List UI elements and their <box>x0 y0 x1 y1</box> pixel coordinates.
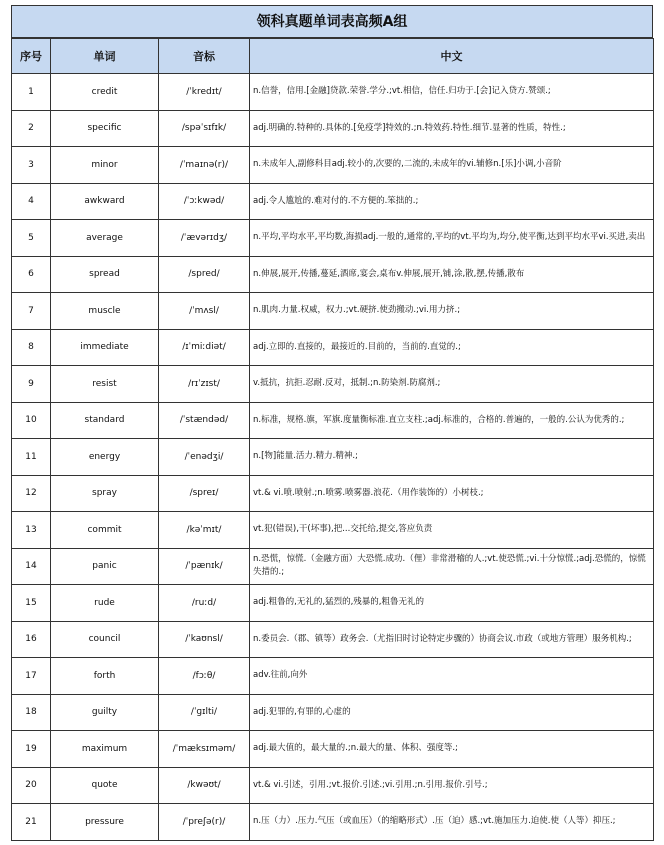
header-row <box>12 39 654 74</box>
table-row <box>12 731 654 768</box>
row-chinese: vt.& vi.引述，引用.;vt.报价.引述.;vi.引用.;n.引用.报价.引号.; <box>250 767 654 804</box>
row-phonetic: /ˈmʌsl/ <box>159 293 250 330</box>
row-number: 17 <box>12 658 51 695</box>
row-phonetic: /spred/ <box>159 256 250 293</box>
row-number: 14 <box>12 548 51 585</box>
row-chinese: adj.立即的.直接的，最接近的.目前的，当前的.直觉的.; <box>250 329 654 366</box>
row-word: spread <box>51 256 159 293</box>
row-word: muscle <box>51 293 159 330</box>
row-chinese: n.肌肉.力量.权威，权力.;vt.硬挤.使劲搬动.;vi.用力挤.; <box>250 293 654 330</box>
row-phonetic: /ˈpænɪk/ <box>159 548 250 585</box>
row-word: forth <box>51 658 159 695</box>
row-phonetic: /ruːd/ <box>159 585 250 622</box>
table-row <box>12 439 654 476</box>
row-chinese: adj.粗鲁的,无礼的,猛烈的,残暴的,粗鲁无礼的 <box>250 585 654 622</box>
row-phonetic: /spəˈsɪfɪk/ <box>159 110 250 147</box>
row-number: 3 <box>12 147 51 184</box>
row-phonetic: /ˈkaʊnsl/ <box>159 621 250 658</box>
row-word: immediate <box>51 329 159 366</box>
row-number: 16 <box>12 621 51 658</box>
table-row <box>12 147 654 184</box>
row-number: 15 <box>12 585 51 622</box>
sheet-title: 领科真题单词表高频A组 <box>11 5 653 38</box>
row-phonetic: /spreɪ/ <box>159 475 250 512</box>
row-phonetic: /ˈpreʃə(r)/ <box>159 804 250 841</box>
row-phonetic: /kəˈmɪt/ <box>159 512 250 549</box>
table-row <box>12 475 654 512</box>
row-word: resist <box>51 366 159 403</box>
table-row <box>12 585 654 622</box>
table-row <box>12 293 654 330</box>
row-chinese: adv.往前,向外 <box>250 658 654 695</box>
row-phonetic: /kwəʊt/ <box>159 767 250 804</box>
row-word: commit <box>51 512 159 549</box>
row-number: 6 <box>12 256 51 293</box>
table-row <box>12 694 654 731</box>
table-row <box>12 804 654 841</box>
header-chinese: 中文 <box>250 39 654 74</box>
row-chinese: adj.明确的.特种的.具体的.[免疫学]特效的.;n.特效药.特性.细节.显著的性质，特性.; <box>250 110 654 147</box>
table-row <box>12 621 654 658</box>
header-phonetic: 音标 <box>159 39 250 74</box>
row-chinese: n.未成年人,副修科目adj.较小的,次要的,二流的,未成年的vi.辅修n.[乐]小调,小音阶 <box>250 147 654 184</box>
row-number: 2 <box>12 110 51 147</box>
row-chinese: n.[物]能量.活力.精力.精神.; <box>250 439 654 476</box>
row-chinese: n.伸展,展开,传播,蔓延,酒席,宴会,桌布v.伸展,展开,铺,涂,散,摆,传播,散布 <box>250 256 654 293</box>
row-number: 7 <box>12 293 51 330</box>
row-number: 20 <box>12 767 51 804</box>
table-row <box>12 183 654 220</box>
table-row <box>12 110 654 147</box>
row-chinese: n.恐慌，惊慌.（金融方面）大恐慌.成功.（俚）非常滑稽的人.;vt.使恐慌.;vi.十分惊慌.;adj.恐慌的，惊慌失措的.; <box>250 548 654 585</box>
row-word: credit <box>51 74 159 111</box>
row-word: quote <box>51 767 159 804</box>
row-chinese: v.抵抗，抗拒.忍耐.反对，抵制.;n.防染剂.防腐剂.; <box>250 366 654 403</box>
row-word: guilty <box>51 694 159 731</box>
row-number: 9 <box>12 366 51 403</box>
row-phonetic: /ˈmæksɪməm/ <box>159 731 250 768</box>
row-number: 11 <box>12 439 51 476</box>
row-phonetic: /ˈenədʒi/ <box>159 439 250 476</box>
row-chinese: adj.犯罪的,有罪的,心虚的 <box>250 694 654 731</box>
row-word: standard <box>51 402 159 439</box>
row-chinese: adj.令人尴尬的.难对付的.不方便的.笨拙的.; <box>250 183 654 220</box>
row-number: 5 <box>12 220 51 257</box>
row-word: rude <box>51 585 159 622</box>
vocabulary-sheet <box>11 5 653 841</box>
table-row <box>12 74 654 111</box>
row-chinese: adj.最大值的，最大量的.;n.最大的量、体积、强度等.; <box>250 731 654 768</box>
row-word: energy <box>51 439 159 476</box>
row-word: spray <box>51 475 159 512</box>
row-chinese: n.委员会.（郡、镇等）政务会.（尤指旧时讨论特定步骤的）协商会议.市政（或地方管理）服务机构.; <box>250 621 654 658</box>
row-phonetic: /ˈɔːkwəd/ <box>159 183 250 220</box>
table-row <box>12 402 654 439</box>
row-number: 13 <box>12 512 51 549</box>
row-phonetic: /ˈstændəd/ <box>159 402 250 439</box>
vocabulary-table <box>11 38 654 841</box>
row-number: 12 <box>12 475 51 512</box>
row-word: awkward <box>51 183 159 220</box>
row-chinese: n.信誉，信用.[金融]贷款.荣誉.学分.;vt.相信，信任.归功于.[会]记入贷方.赞颂.; <box>250 74 654 111</box>
row-phonetic: /rɪˈzɪst/ <box>159 366 250 403</box>
row-number: 8 <box>12 329 51 366</box>
row-chinese: n.标准，规格.旗，军旗.度量衡标准.直立支柱.;adj.标准的，合格的.普遍的，一般的.公认为优秀的.; <box>250 402 654 439</box>
row-number: 18 <box>12 694 51 731</box>
row-word: maximum <box>51 731 159 768</box>
header-word: 单词 <box>51 39 159 74</box>
row-phonetic: /ˈævərɪdʒ/ <box>159 220 250 257</box>
row-chinese: n.压（力）.压力.气压（或血压）（的缩略形式）.压（迫）感.;vt.施加压力.迫使.使（人等）抑压.; <box>250 804 654 841</box>
row-number: 19 <box>12 731 51 768</box>
row-number: 1 <box>12 74 51 111</box>
row-chinese: vt.犯(错误),干(坏事),把...交托给,提交,答应负责 <box>250 512 654 549</box>
row-word: council <box>51 621 159 658</box>
table-row <box>12 366 654 403</box>
row-chinese: vt.& vi.喷.喷射.;n.喷雾.喷雾器.浪花.（用作装饰的）小树枝.; <box>250 475 654 512</box>
row-phonetic: /ˈmaɪnə(r)/ <box>159 147 250 184</box>
row-word: specific <box>51 110 159 147</box>
row-phonetic: /ɪˈmiːdiət/ <box>159 329 250 366</box>
row-word: panic <box>51 548 159 585</box>
table-row <box>12 512 654 549</box>
row-word: minor <box>51 147 159 184</box>
table-row <box>12 767 654 804</box>
table-row <box>12 220 654 257</box>
row-word: pressure <box>51 804 159 841</box>
row-phonetic: /fɔːθ/ <box>159 658 250 695</box>
row-phonetic: /ˈkredɪt/ <box>159 74 250 111</box>
header-number: 序号 <box>12 39 51 74</box>
row-phonetic: /ˈɡɪlti/ <box>159 694 250 731</box>
row-number: 10 <box>12 402 51 439</box>
table-row <box>12 256 654 293</box>
table-row <box>12 548 654 585</box>
table-row <box>12 329 654 366</box>
row-chinese: n.平均,平均水平,平均数,海损adj.一般的,通常的,平均的vt.平均为,均分,使平衡,达到平均水平vi.买进,卖出 <box>250 220 654 257</box>
row-word: average <box>51 220 159 257</box>
row-number: 4 <box>12 183 51 220</box>
table-row <box>12 658 654 695</box>
row-number: 21 <box>12 804 51 841</box>
